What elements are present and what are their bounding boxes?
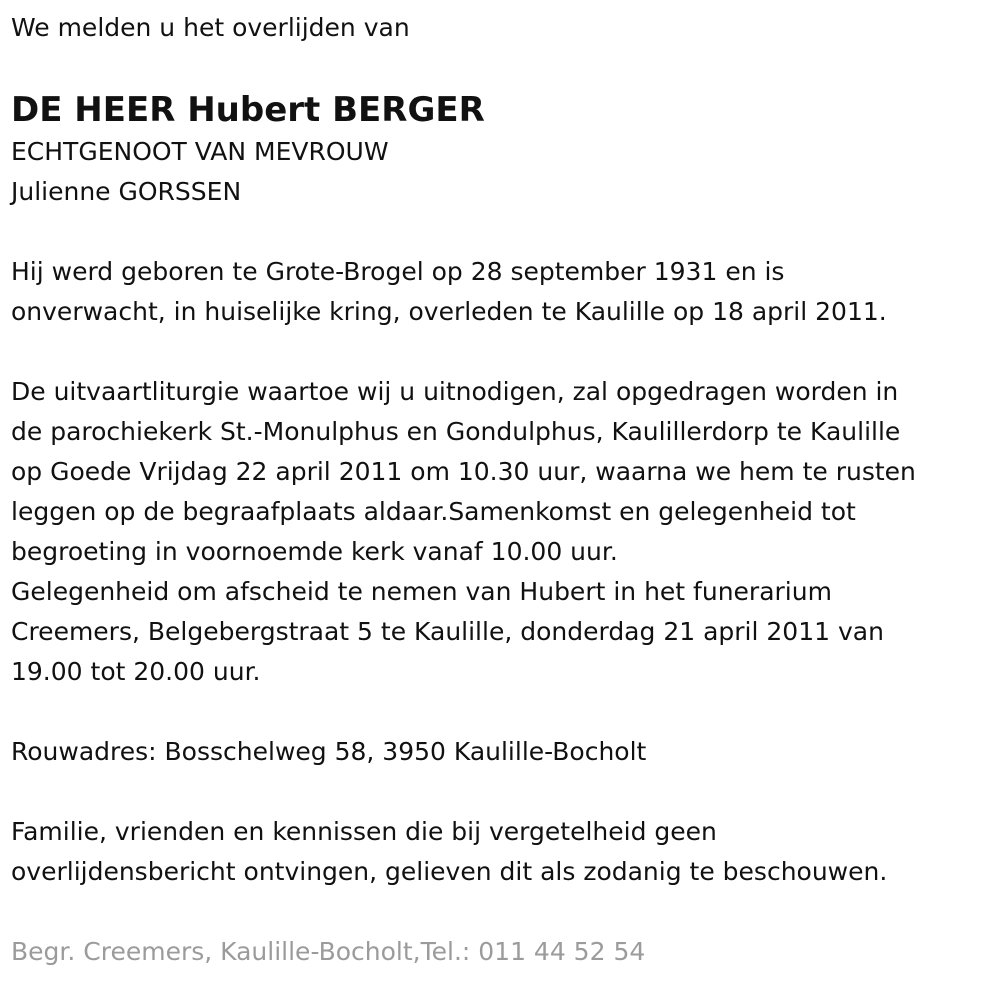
- deceased-name: DE HEER Hubert BERGER: [11, 90, 485, 130]
- birth-death-line: onverwacht, in huiselijke kring, overleden te Kaulille op 18 april 2011.: [11, 297, 887, 326]
- funeral-line: op Goede Vrijdag 22 april 2011 om 10.30 uur, waarna we hem te rusten: [11, 457, 916, 486]
- family-note-line: overlijdensbericht ontvingen, gelieven dit als zodanig te beschouwen.: [11, 857, 888, 886]
- funeral-line: leggen op de begraafplaats aldaar.Samenkomst en gelegenheid tot: [11, 497, 856, 526]
- funeral-line: De uitvaartliturgie waartoe wij u uitnodigen, zal opgedragen worden in: [11, 377, 899, 406]
- funeral-line: Creemers, Belgebergstraat 5 te Kaulille, donderdag 21 april 2011 van: [11, 617, 884, 646]
- spacer: [11, 892, 1000, 932]
- funeral-line: de parochiekerk St.-Monulphus en Gondulphus, Kaulillerdorp te Kaulille: [11, 417, 901, 446]
- funeral-line: Gelegenheid om afscheid te nemen van Hubert in het funerarium: [11, 577, 832, 606]
- spacer: [11, 332, 1000, 372]
- funeral-line: begroeting in voornoemde kerk vanaf 10.00 uur.: [11, 537, 618, 566]
- spacer: [11, 692, 1000, 732]
- family-note-line: Familie, vrienden en kennissen die bij vergetelheid geen: [11, 817, 717, 846]
- undertaker-footer: Begr. Creemers, Kaulille-Bocholt,Tel.: 011 44 52 54: [11, 937, 646, 966]
- spacer: [11, 772, 1000, 812]
- mourning-address: Rouwadres: Bosschelweg 58, 3950 Kaulille-Bocholt: [11, 737, 647, 766]
- spacer: [11, 212, 1000, 252]
- spouse-name: Julienne GORSSEN: [11, 177, 242, 206]
- intro-text: We melden u het overlijden van: [11, 13, 410, 42]
- funeral-line: 19.00 tot 20.00 uur.: [11, 657, 261, 686]
- spouse-title: ECHTGENOOT VAN MEVROUW: [11, 137, 389, 166]
- birth-death-line: Hij werd geboren te Grote-Brogel op 28 september 1931 en is: [11, 257, 785, 286]
